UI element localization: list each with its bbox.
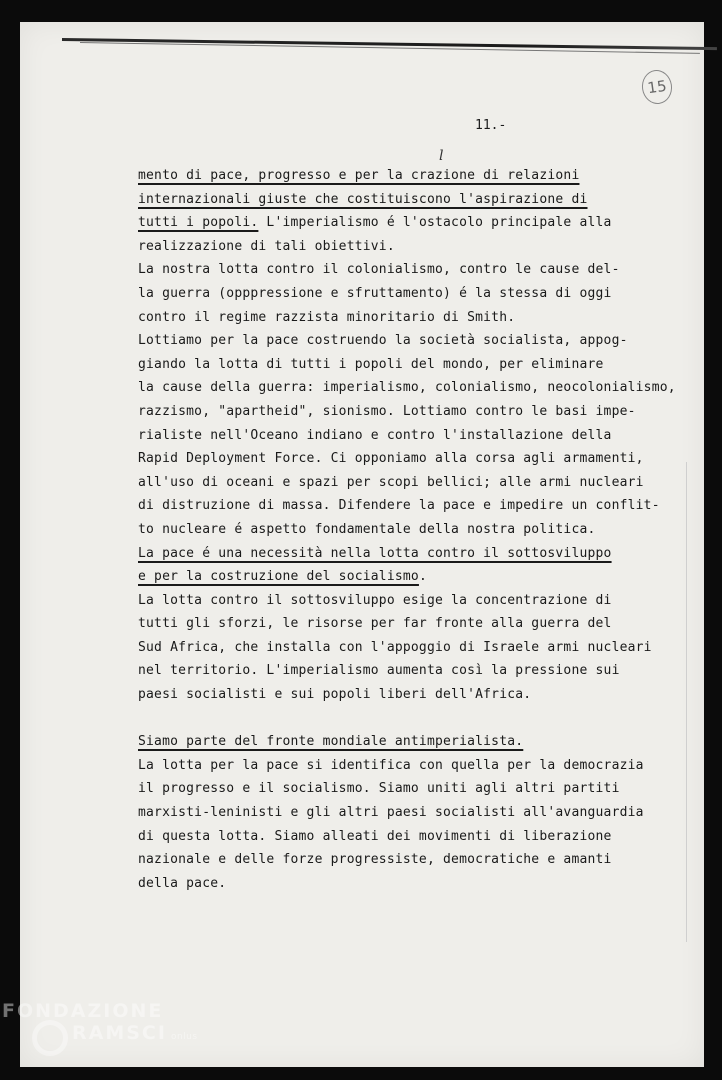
- text-segment: all'uso di oceani e spazi per scopi bellici; alle armi nucleari: [138, 474, 644, 490]
- text-line: [138, 235, 698, 259]
- text-segment: tutti gli sforzi, le risorse per far fronte alla guerra del: [138, 616, 612, 632]
- underlined-segment: e per la costruzione del socialismo: [138, 569, 419, 585]
- text-segment: la guerra (opppressione e sfruttamento) é la stessa di oggi: [138, 285, 612, 301]
- text-line: [138, 542, 698, 566]
- text-line: [138, 329, 698, 353]
- text-segment: della pace.: [138, 875, 227, 891]
- text-line: [138, 424, 698, 448]
- text-line: [138, 707, 698, 731]
- underlined-segment: La pace é una necessità nella lotta contro il sottosviluppo: [138, 545, 612, 561]
- text-segment: rialiste nell'Oceano indiano e contro l'installazione della: [138, 427, 612, 443]
- text-segment: di distruzione di massa. Difendere la pace e impedire un conflit-: [138, 498, 660, 514]
- text-segment: marxisti-leninisti e gli altri paesi socialisti all'avanguardia: [138, 805, 644, 821]
- text-line: [138, 471, 698, 495]
- text-segment: to nucleare é aspetto fondamentale della nostra politica.: [138, 521, 596, 537]
- watermark-suffix: onlus: [170, 1032, 198, 1042]
- text-line: [138, 730, 698, 754]
- text-line: [138, 400, 698, 424]
- text-segment: Sud Africa, che installa con l'appoggio di Israele armi nucleari: [138, 639, 652, 655]
- text-line: [138, 376, 698, 400]
- text-segment: .: [418, 569, 427, 585]
- text-line: [138, 872, 698, 896]
- underlined-segment: Siamo parte del fronte mondiale antimperialista.: [138, 734, 524, 750]
- text-segment: la cause della guerra: imperialismo, colonialismo, neocolonialismo,: [138, 380, 676, 396]
- text-segment: Rapid Deployment Force. Ci opponiamo alla corsa agli armamenti,: [138, 451, 644, 467]
- text-line: [138, 447, 698, 471]
- text-line: [138, 636, 698, 660]
- text-line: [138, 589, 698, 613]
- text-line: [138, 188, 698, 212]
- text-segment: giando la lotta di tutti i popoli del mondo, per eliminare: [138, 356, 604, 372]
- typed-body-text: [138, 164, 698, 895]
- fondazione-gramsci-watermark: [2, 1000, 198, 1048]
- page-number: 11.-: [475, 118, 507, 133]
- text-line: [138, 612, 698, 636]
- text-line: [138, 494, 698, 518]
- underlined-segment: internazionali giuste che costituiscono l'aspirazione di: [138, 191, 588, 207]
- text-segment: Lottiamo per la pace costruendo la società socialista, appog-: [138, 333, 628, 349]
- underlined-segment: tutti i popoli.: [138, 215, 259, 231]
- text-line: [138, 306, 698, 330]
- underlined-segment: mento di pace, progresso e per la crazione di relazioni: [138, 168, 580, 183]
- text-line: [138, 659, 698, 683]
- text-line: [138, 777, 698, 801]
- text-line: [138, 353, 698, 377]
- text-line: [138, 164, 698, 188]
- text-line: [138, 683, 698, 707]
- text-segment: paesi socialisti e sui popoli liberi dell'Africa.: [138, 687, 532, 703]
- text-line: [138, 518, 698, 542]
- text-segment: razzismo, "apartheid", sionismo. Lottiamo contro le basi impe-: [138, 403, 636, 419]
- text-line: [138, 754, 698, 778]
- text-line: [138, 258, 698, 282]
- text-segment: La nostra lotta contro il colonialismo, contro le cause del-: [138, 262, 620, 278]
- text-line: [138, 211, 698, 235]
- watermark-line-1: FONDAZIONE: [2, 1000, 164, 1022]
- text-line: [138, 801, 698, 825]
- handwritten-correction: l: [439, 148, 444, 164]
- watermark-line-2-wrap: [2, 1022, 198, 1048]
- watermark-line-2: RAMSCI: [72, 1022, 167, 1044]
- text-line: [138, 825, 698, 849]
- text-line: [138, 282, 698, 306]
- text-line: [138, 565, 698, 589]
- text-segment: contro il regime razzista minoritario di Smith.: [138, 309, 516, 325]
- text-segment: il progresso e il socialismo. Siamo uniti agli altri partiti: [138, 781, 620, 797]
- text-segment: L'imperialismo é l'ostacolo principale alla: [258, 215, 612, 231]
- text-segment: di questa lotta. Siamo alleati dei movimenti di liberazione: [138, 828, 612, 844]
- text-segment: realizzazione di tali obiettivi.: [138, 238, 395, 254]
- text-line: [138, 848, 698, 872]
- paper-sheet: [20, 22, 704, 1067]
- text-segment: nel territorio. L'imperialismo aumenta così la pressione sui: [138, 663, 620, 679]
- text-segment: nazionale e delle forze progressiste, democratiche e amanti: [138, 852, 612, 868]
- gramsci-g-logo-icon: [32, 1020, 68, 1056]
- text-segment: La lotta per la pace si identifica con quella per la democrazia: [138, 757, 644, 773]
- text-segment: La lotta contro il sottosviluppo esige la concentrazione di: [138, 592, 612, 608]
- folio-number: 15: [640, 68, 674, 106]
